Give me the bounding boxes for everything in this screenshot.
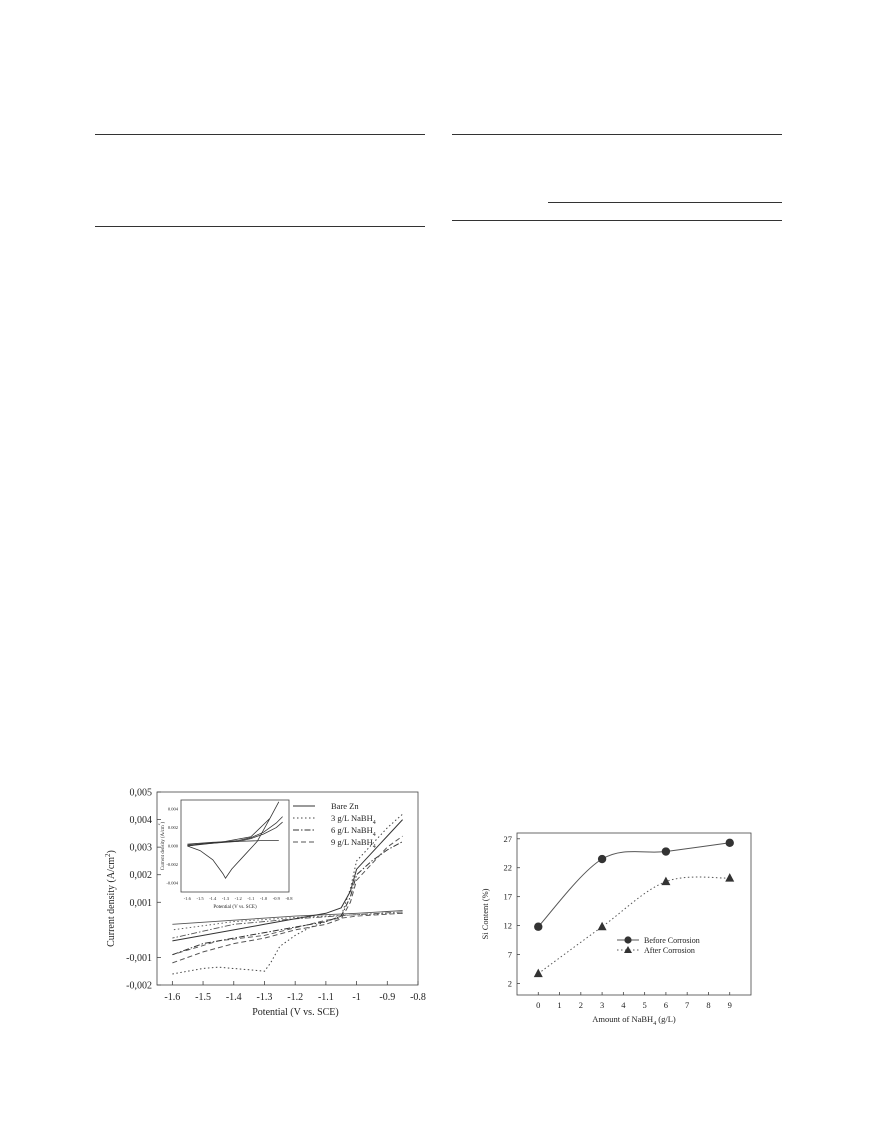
inset-x-tick-label: -1.3 xyxy=(221,896,230,901)
legend-label: After Corrosion xyxy=(644,946,695,955)
x-axis-label: Amount of NaBH$_4$ (g/L) xyxy=(592,1014,676,1027)
series-line xyxy=(172,842,402,955)
y-tick-label: 2 xyxy=(507,978,512,989)
y-axis-label: Current density $(A/cm^2)$ xyxy=(104,850,117,947)
x-tick-label: 9 xyxy=(727,1000,732,1010)
x-tick-label: -1 xyxy=(352,992,361,1003)
data-point-circle xyxy=(726,839,734,847)
inset-y-tick-label: 0.000 xyxy=(167,843,178,849)
inset-x-axis-label: Potential (V vs. SCE) xyxy=(213,905,257,910)
legend-marker xyxy=(624,946,632,953)
data-point-circle xyxy=(534,923,542,931)
series-line xyxy=(538,877,729,974)
x-tick-label: -0.8 xyxy=(410,992,426,1003)
inset-x-tick-label: -1.6 xyxy=(183,896,191,901)
left-table-bottom-rule xyxy=(95,226,425,227)
data-point-triangle xyxy=(661,877,670,886)
inset-y-tick-label: -0.002 xyxy=(166,861,178,867)
data-point-triangle xyxy=(534,969,543,978)
inset-x-tick-label: -1.0 xyxy=(260,896,268,901)
y-tick-label: 0,004 xyxy=(129,815,152,827)
x-tick-label: 6 xyxy=(663,1000,669,1010)
x-tick-label: 0 xyxy=(536,1000,541,1010)
inset-curve xyxy=(187,841,278,845)
x-tick-label: 8 xyxy=(706,1000,711,1010)
series-line xyxy=(538,843,729,927)
right-table-mid-rule xyxy=(548,202,782,203)
series-line xyxy=(172,814,402,974)
y-tick-label: 27 xyxy=(503,833,512,844)
data-point-triangle xyxy=(725,873,734,882)
y-tick-label: 0,005 xyxy=(129,787,152,799)
inset-y-axis-label: Current density $(A/cm^2)$ xyxy=(157,821,166,871)
inset-frame xyxy=(181,800,289,892)
series-line xyxy=(172,836,402,963)
y-tick-label: 7 xyxy=(507,949,512,960)
inset-y-tick-label: 0.002 xyxy=(167,825,178,831)
y-tick-label: -0,001 xyxy=(126,952,152,964)
legend-label: 3 g/L NaBH$_4$ xyxy=(331,813,376,826)
x-tick-label: 3 xyxy=(599,1000,605,1010)
inset-x-tick-label: -1.4 xyxy=(209,896,217,901)
y-tick-label: 0,002 xyxy=(129,870,152,882)
return-sweep-line xyxy=(172,911,402,925)
y-tick-label: 0,001 xyxy=(129,897,152,909)
plot-frame xyxy=(517,833,751,995)
legend-label: 6 g/L NaBH$_4$ xyxy=(331,825,376,838)
x-tick-label: 1 xyxy=(557,1000,562,1010)
x-tick-label: -1.4 xyxy=(225,992,242,1003)
inset-x-tick-label: -1.5 xyxy=(196,896,204,901)
inset-curve xyxy=(187,802,278,878)
y-tick-label: 22 xyxy=(503,862,512,873)
series-line xyxy=(172,820,402,941)
return-sweep-line xyxy=(172,913,402,954)
legend-label: 9 g/L NaBH$_4$ xyxy=(331,837,376,850)
inset-x-tick-label: -0.8 xyxy=(285,896,293,901)
data-point-triangle xyxy=(598,922,607,931)
inset-curve xyxy=(187,817,282,846)
y-tick-label: 0,003 xyxy=(129,842,152,854)
y-tick-label: 12 xyxy=(503,920,512,931)
x-axis-label: Potential (V vs. SCE) xyxy=(252,1007,339,1018)
inset-x-tick-label: -0.9 xyxy=(272,896,280,901)
x-tick-label: 2 xyxy=(578,1000,583,1010)
x-tick-label: 7 xyxy=(685,1000,690,1010)
x-tick-label: 5 xyxy=(642,1000,647,1010)
return-sweep-line xyxy=(172,913,402,930)
legend-label: Bare Zn xyxy=(331,801,359,811)
x-tick-label: -1.6 xyxy=(164,992,181,1003)
inset-y-tick-label: 0.004 xyxy=(167,806,178,812)
x-tick-label: -0.9 xyxy=(379,992,396,1003)
x-tick-label: -1.3 xyxy=(256,992,273,1003)
y-tick-label: -0,002 xyxy=(126,980,152,992)
plot-frame xyxy=(157,792,418,985)
left-table-top-rule xyxy=(95,134,425,135)
inset-y-tick-label: -0.004 xyxy=(166,880,178,886)
inset-curve xyxy=(187,822,282,845)
right-table-bottom-rule xyxy=(452,220,782,221)
data-point-circle xyxy=(598,855,606,863)
legend-label: Before Corrosion xyxy=(644,936,700,945)
x-tick-label: -1.5 xyxy=(195,992,211,1003)
y-tick-label: 17 xyxy=(503,891,512,902)
y-axis-label: Si Content (%) xyxy=(480,888,490,940)
legend-marker xyxy=(624,936,631,943)
return-sweep-line xyxy=(172,912,402,938)
data-point-circle xyxy=(662,847,670,855)
x-tick-label: -1.2 xyxy=(287,992,304,1003)
inset-x-tick-label: -1.2 xyxy=(234,896,242,901)
inset-x-tick-label: -1.1 xyxy=(247,896,255,901)
right-table-top-rule xyxy=(452,134,782,135)
x-tick-label: -1.1 xyxy=(317,992,334,1003)
x-tick-label: 4 xyxy=(621,1000,626,1010)
